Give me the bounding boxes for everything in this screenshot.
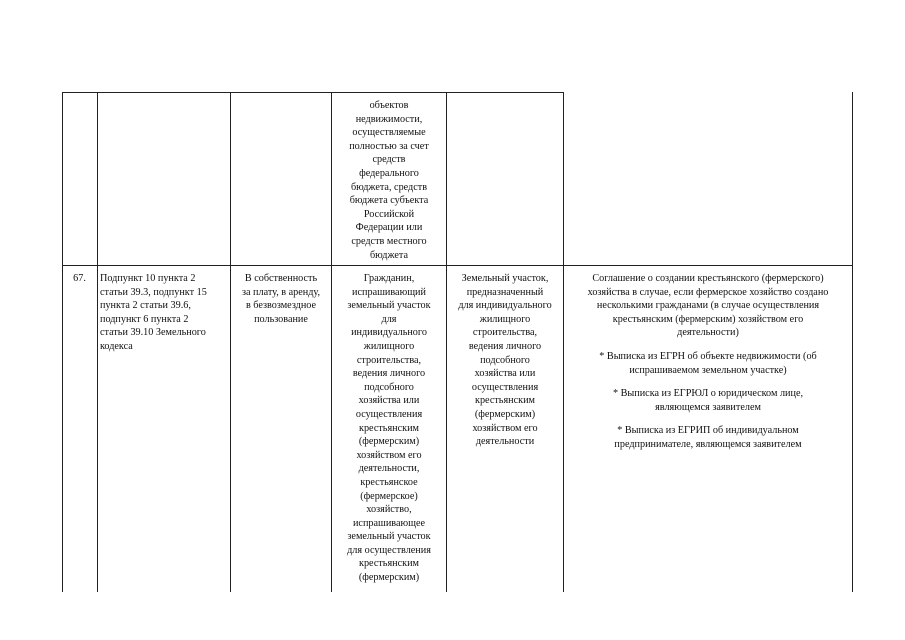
table-border-top [62, 92, 564, 93]
land-plot-text-line: ведения личного [468, 340, 542, 352]
applicant-cell [332, 272, 446, 585]
applicant-text-line: (фермерское) [360, 490, 418, 502]
applicant-text-line: деятельности, [358, 463, 420, 475]
land-plot-cell [447, 272, 563, 449]
prev-row-text-line: Федерации или [355, 222, 423, 234]
table-col-divider-2 [230, 92, 231, 592]
right-type-cell [231, 272, 331, 326]
land-plot-text-line: (фермерским) [474, 408, 536, 420]
table-row-divider [62, 265, 853, 266]
table-col-divider-1 [97, 92, 98, 592]
document-text-line: предпринимателе, являющемся заявителем [614, 438, 802, 450]
document-text-line: * Выписка из ЕГРЮЛ о юридическом лице, [612, 388, 804, 400]
land-plot-text-line: для индивидуального [458, 300, 552, 312]
basis-text-line: Подпункт 10 пункта 2 [100, 273, 196, 284]
prev-row-text-line: объектов [369, 100, 409, 111]
table-border-right [852, 92, 853, 592]
applicant-text-line: для осуществления [347, 544, 431, 556]
right-type-text-line: за плату, в аренду, [241, 286, 321, 298]
document-item [564, 387, 852, 414]
document-text-line: * Выписка из ЕГРИП об индивидуальном [617, 425, 799, 437]
land-plot-text-line: строительства, [472, 327, 538, 339]
applicant-text-line: осуществления [355, 408, 423, 420]
applicant-text-line: Гражданин, [363, 273, 415, 284]
applicant-text-line: земельный участок [347, 531, 431, 543]
table-border-left [62, 92, 63, 592]
document-text-line: крестьянским (фермерским) хозяйством его [612, 313, 804, 325]
land-plot-text-line: жилищного [479, 313, 531, 325]
applicant-text-line: (фермерским) [358, 572, 420, 584]
land-plot-text-line: Земельный участок, [461, 273, 549, 284]
document-text-line: несколькими гражданами (в случае осуществления [596, 300, 820, 312]
document-text-line: * Выписка из ЕГРН об объекте недвижимости (об [599, 350, 817, 362]
applicant-text-line: хозяйством его [356, 449, 422, 461]
basis-text-line: пункта 2 статьи 39.6, [100, 300, 191, 312]
row-number-text: 67. [73, 273, 86, 284]
right-type-text-line: в безвозмездное [245, 300, 317, 312]
row-number [62, 272, 97, 286]
applicant-text-line: для [381, 313, 397, 325]
document-text-line: являющемся заявителем [655, 401, 761, 413]
prev-row-text-line: Российской [363, 208, 415, 220]
prev-row-text-line: бюджета [370, 249, 408, 261]
applicant-text-line: испрашивающее [352, 517, 426, 529]
document-item [564, 350, 852, 377]
prev-row-text-line: федерального [359, 167, 419, 179]
document-text-line: хозяйства в случае, если фермерское хозяйство создано [587, 286, 829, 298]
land-plot-text-line: подсобного [480, 354, 530, 366]
basis-text-line: статьи 39.3, подпункт 15 [100, 286, 207, 298]
documents-cell [564, 272, 852, 452]
document-text-line: Соглашение о создании крестьянского (фермерского) [592, 273, 824, 284]
applicant-text-line: подсобного [364, 381, 414, 393]
right-type-text-line: пользование [254, 313, 308, 325]
prev-row-text-line: недвижимости, [355, 113, 423, 125]
prev-row-applicant-cell [332, 99, 446, 262]
basis-text-line: подпункт 6 пункта 2 [100, 313, 189, 325]
basis-text-line: кодекса [100, 340, 133, 352]
applicant-text-line: ведения личного [352, 368, 426, 380]
applicant-text-line: строительства, [356, 354, 422, 366]
land-plot-text-line: хозяйства или [474, 368, 536, 380]
applicant-text-line: (фермерским) [358, 436, 420, 448]
applicant-text-line: испрашивающий [352, 286, 426, 298]
land-plot-text-line: осуществления [471, 381, 539, 393]
right-type-text-line: В собственность [244, 273, 318, 284]
prev-row-text-line: полностью за счет [349, 140, 429, 152]
document-text-line: испрашиваемом земельном участке) [629, 364, 787, 376]
document-item [564, 272, 852, 340]
applicant-text-line: земельный участок [347, 300, 431, 312]
document-item [564, 424, 852, 451]
prev-row-text-line: осуществляемые [352, 127, 426, 139]
land-plot-text-line: крестьянским [475, 395, 535, 407]
applicant-text-line: крестьянским [359, 558, 419, 570]
applicant-text-line: крестьянское [360, 476, 418, 488]
prev-row-text-line: бюджета субъекта [349, 195, 429, 207]
applicant-text-line: индивидуального [351, 327, 427, 339]
prev-row-text-line: бюджета, средств [350, 181, 428, 193]
applicant-text-line: крестьянским [359, 422, 419, 434]
applicant-text-line: хозяйства или [358, 395, 420, 407]
prev-row-text-line: средств местного [351, 235, 427, 247]
land-plot-text-line: деятельности [475, 436, 535, 448]
document-text-line: деятельности) [677, 327, 739, 339]
land-plot-text-line: хозяйством его [472, 422, 538, 434]
prev-row-text-line: средств [372, 154, 406, 166]
basis-cell [100, 272, 230, 354]
land-plot-text-line: предназначенный [466, 286, 544, 298]
basis-text-line: статьи 39.10 Земельного [100, 327, 206, 339]
applicant-text-line: жилищного [363, 340, 415, 352]
applicant-text-line: хозяйство, [366, 504, 412, 516]
